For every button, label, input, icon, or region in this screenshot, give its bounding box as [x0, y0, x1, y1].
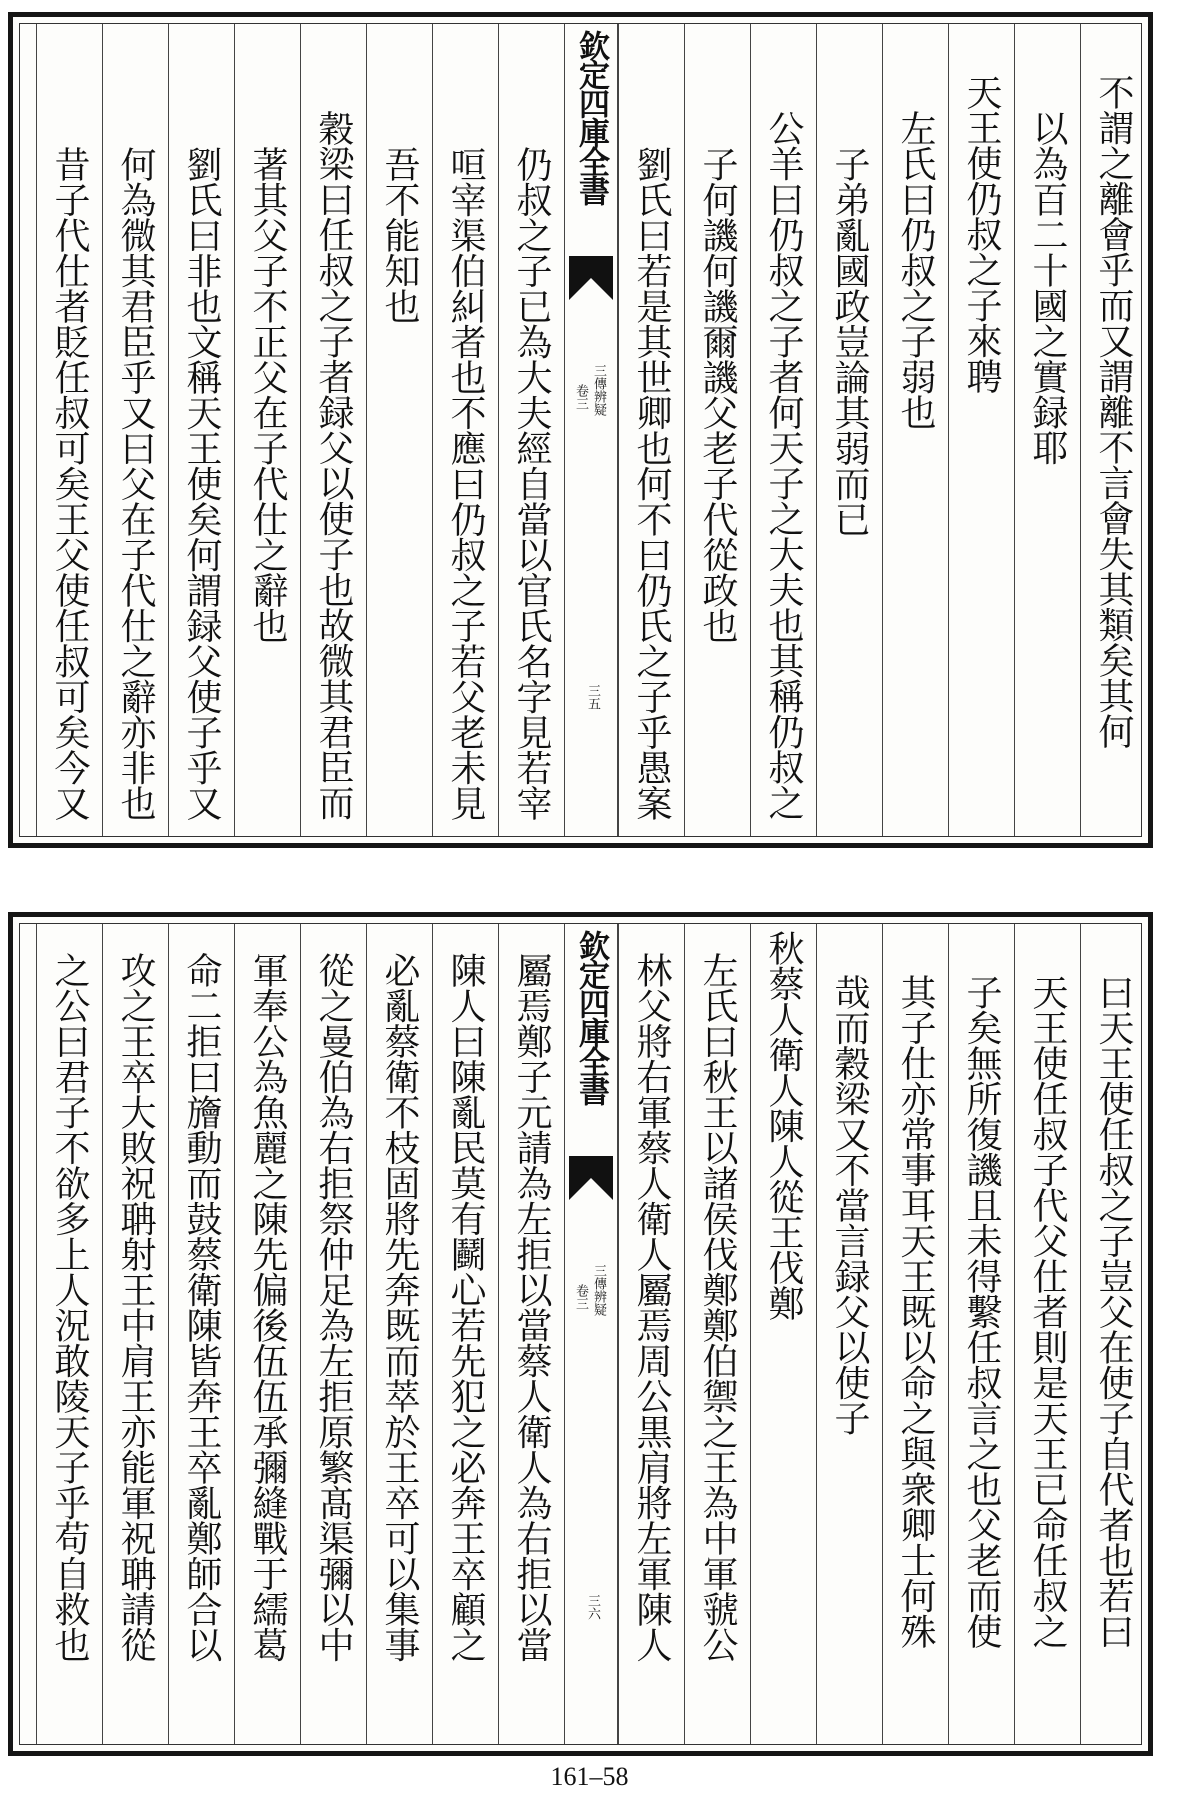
text-column	[750, 24, 816, 836]
text-column	[366, 24, 432, 836]
center-gutter	[564, 24, 618, 836]
column-text: 吾不能知也	[379, 146, 420, 324]
column-text: 昔子代仕者貶任叔可矣王父使任叔可矣今又	[49, 146, 90, 821]
column-text: 子矣無所復譏且未得繫任叔言之也父老而使	[961, 974, 1002, 1649]
leaf-number: 三五	[585, 684, 600, 710]
column-text: 哉而穀梁又不當言録父以使子	[829, 974, 870, 1436]
juan-label: 卷三	[573, 384, 588, 410]
column-text: 陳人曰陳亂民莫有鬬心若先犯之必奔王卒顧之	[445, 952, 486, 1662]
text-column	[300, 24, 366, 836]
column-text: 何為微其君臣乎又曰父在子代仕之辭亦非也	[115, 146, 156, 821]
book-title: 三傳辨疑	[591, 364, 606, 416]
column-text: 著其父子不正父在子代仕之辭也	[247, 146, 288, 643]
text-column	[618, 24, 684, 836]
center-gutter	[564, 924, 618, 1744]
book-title: 三傳辨疑	[591, 1264, 606, 1316]
text-column	[366, 924, 432, 1744]
column-text: 其子仕亦常事耳天王既以命之與衆卿士何殊	[895, 974, 936, 1649]
column-text: 子何譏何譏爾譏父老子代從政也	[697, 146, 738, 643]
column-text: 之公曰君子不欲多上人況敢陵天子乎苟自救也	[49, 952, 90, 1662]
column-text: 左氏曰秋王以諸侯伐鄭鄭伯禦之王為中軍虢公	[697, 952, 738, 1662]
text-column	[498, 24, 564, 836]
folio-number: 161–58	[550, 1762, 629, 1791]
text-column	[684, 924, 750, 1744]
text-column	[102, 24, 168, 836]
text-column	[882, 924, 948, 1744]
fishtail-ornament	[569, 256, 613, 300]
text-column	[948, 24, 1014, 836]
text-column	[168, 924, 234, 1744]
text-column	[1080, 24, 1146, 836]
page-frame	[19, 923, 1142, 1745]
text-column	[1080, 924, 1146, 1744]
collection-title: 欽定四庫全書	[573, 930, 609, 1104]
text-column	[234, 924, 300, 1744]
text-column	[1014, 924, 1080, 1744]
column-text: 咺宰渠伯糾者也不應曰仍叔之子若父老未見	[445, 146, 486, 821]
column-text: 以為百二十國之實録耶	[1027, 110, 1068, 465]
collection-title: 欽定四庫全書	[573, 30, 609, 204]
text-column	[234, 24, 300, 836]
text-column	[948, 924, 1014, 1744]
column-text: 屬焉鄭子元請為左拒以當蔡人衛人為右拒以當	[511, 952, 552, 1662]
page-panel-top	[8, 12, 1153, 848]
column-text: 左氏曰仍叔之子弱也	[895, 110, 936, 430]
column-text: 從之曼伯為右拒祭仲足為左拒原繁髙渠彌以中	[313, 952, 354, 1662]
text-column	[1014, 24, 1080, 836]
column-text: 命二拒曰旝動而鼓蔡衛陳皆奔王卒亂鄭師合以	[181, 952, 222, 1662]
juan-label: 卷三	[573, 1284, 588, 1310]
text-column	[36, 924, 102, 1744]
column-text: 必亂蔡衛不枝固將先奔既而萃於王卒可以集事	[379, 952, 420, 1662]
column-text: 天王使仍叔之子來聘	[961, 74, 1002, 394]
column-text: 林父將右軍蔡人衛人屬焉周公黒肩將左軍陳人	[631, 952, 672, 1662]
text-column	[684, 24, 750, 836]
text-column	[816, 24, 882, 836]
text-column	[36, 24, 102, 836]
column-text: 劉氏曰非也文稱天王使矣何謂録父使子乎又	[181, 146, 222, 821]
text-column	[168, 24, 234, 836]
text-column	[816, 924, 882, 1744]
text-column	[618, 924, 684, 1744]
column-text: 仍叔之子已為大夫經自當以官氏名字見若宰	[511, 146, 552, 821]
column-text: 天王使任叔子代父仕者則是天王已命任叔之	[1027, 974, 1068, 1649]
text-column	[498, 924, 564, 1744]
column-text: 攻之王卒大敗祝聃射王中肩王亦能軍祝聃請從	[115, 952, 156, 1662]
column-text: 不謂之離會乎而又謂離不言會失其類矣其何	[1093, 74, 1134, 749]
text-column	[102, 924, 168, 1744]
column-text: 軍奉公為魚麗之陳先偏後伍伍承彌縫戰于繻葛	[247, 952, 288, 1662]
leaf-number: 三六	[585, 1594, 600, 1620]
column-text: 公羊曰仍叔之子者何天子之大夫也其稱仍叔之	[763, 110, 804, 820]
column-text: 穀梁曰任叔之子者録父以使子也故微其君臣而	[313, 110, 354, 820]
text-column	[750, 924, 816, 1744]
text-column	[432, 24, 498, 836]
column-text: 秋蔡人衛人陳人從王伐鄭	[763, 930, 804, 1321]
column-text: 子弟亂國政豈論其弱而已	[829, 146, 870, 537]
column-text: 曰天王使任叔之子豈父在使子自代者也若曰	[1093, 974, 1134, 1649]
text-column	[300, 924, 366, 1744]
text-column	[882, 24, 948, 836]
page-frame	[19, 23, 1142, 837]
column-text: 劉氏曰若是其世卿也何不曰仍氏之子乎愚案	[631, 146, 672, 821]
text-column	[432, 924, 498, 1744]
fishtail-ornament	[569, 1156, 613, 1200]
page-panel-bottom	[8, 912, 1153, 1756]
